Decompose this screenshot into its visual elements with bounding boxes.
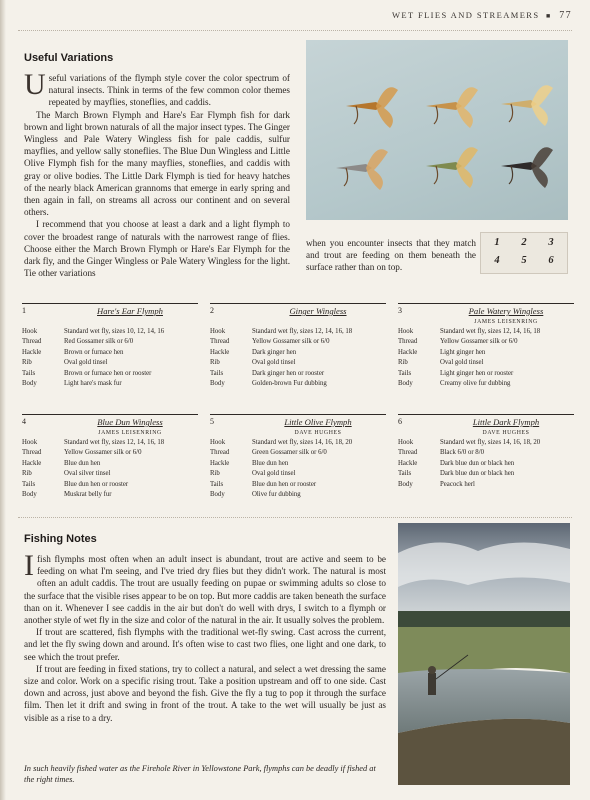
recipe-value: Light ginger hen or rooster — [440, 369, 514, 377]
recipe-row — [210, 369, 386, 379]
recipe-key: Hook — [22, 439, 38, 446]
recipe-key: Tails — [398, 369, 412, 377]
pattern-tier — [22, 317, 198, 327]
recipe-value: Blue dun hen or rooster — [252, 480, 317, 488]
pattern-rows — [22, 327, 198, 389]
section-rule — [18, 517, 572, 518]
recipe-row — [22, 438, 198, 448]
recipe-row — [22, 327, 198, 337]
recipe-row — [22, 448, 198, 458]
key-1: 1 — [494, 237, 500, 248]
recipe-row — [398, 379, 574, 389]
recipe-value: Blue dun hen — [64, 459, 101, 467]
pattern-tier — [210, 317, 386, 327]
recipe-row — [22, 469, 198, 479]
recipe-value: Oval gold tinsel — [440, 359, 484, 367]
recipe-value: Brown or furnace hen — [64, 348, 124, 356]
recipe-key: Thread — [398, 449, 418, 457]
recipe-value: Standard wet fly, sizes 12, 14, 16, 18 — [252, 328, 353, 335]
recipe-value: Dark blue dun or black hen — [440, 470, 515, 478]
key-3: 3 — [548, 237, 554, 248]
recipe-row — [210, 337, 386, 347]
recipe-value: Standard wet fly, sizes 12, 14, 16, 18 — [64, 439, 165, 446]
recipe-key: Tails — [22, 480, 36, 488]
recipe-value: Oval gold tinsel — [252, 470, 296, 478]
recipe-value: Dark ginger hen — [252, 348, 297, 356]
photo-key-grid — [480, 232, 568, 274]
running-title: WET FLIES AND STREAMERS — [391, 10, 540, 20]
recipe-key: Tails — [398, 470, 412, 478]
six-flies-illustration — [306, 40, 568, 220]
recipe-key: Hook — [210, 328, 226, 335]
useful-paragraph-2: The March Brown Flymph and Hare's Ear Flymph fish for dark brown and light brown naturals of all the major insect types. The Ginger Wingless and Pale Watery Wingless fish for pale caddis, sulfur mayflies, and yellow sally stoneflies. The Blue Dun Wingless and Little Olive Flymph fish for the many mayflies, stoneflies, and caddis with gray or olive bodies. The Little Dark Flymph is tied for heavy hatches of the nearly black American grannoms that emerge in early spring and then again in fall, on streams all across our continent and on several others. — [24, 109, 290, 218]
recipe-row — [22, 358, 198, 368]
pattern-rows — [398, 438, 574, 490]
recipe-row — [22, 337, 198, 347]
firehole-river-illustration — [398, 523, 570, 785]
recipe-row — [398, 469, 574, 479]
recipe-row — [210, 327, 386, 337]
recipe-key: Body — [22, 491, 37, 499]
river-photo — [398, 523, 570, 785]
recipe-value: Golden-brown Fur dubbing — [252, 380, 327, 388]
recipe-row — [210, 438, 386, 448]
recipe-key: Thread — [398, 338, 418, 346]
recipe-key: Tails — [210, 480, 224, 488]
key-4: 4 — [494, 255, 500, 266]
pattern-name: Little Dark Flymph — [472, 417, 540, 427]
near-bank — [398, 719, 570, 785]
recipe-key: Thread — [22, 449, 42, 457]
recipe-key: Hackle — [210, 459, 230, 467]
key-5: 5 — [521, 255, 527, 266]
key-6: 6 — [548, 255, 554, 266]
recipe-value: Oval gold tinsel — [252, 359, 296, 367]
fly-5 — [426, 147, 478, 188]
pattern-rows — [22, 438, 198, 500]
recipe-row — [210, 469, 386, 479]
dropcap-i: I — [24, 549, 34, 582]
recipe-value: Creamy olive fur dubbing — [440, 380, 511, 388]
recipe-value: Green Gossamer silk or 6/0 — [252, 449, 327, 457]
pattern-name: Blue Dun Wingless — [97, 417, 163, 427]
useful-variations-text — [24, 68, 290, 279]
pattern-tier: DAVE HUGHES — [482, 430, 530, 436]
pattern-number: 2 — [210, 306, 214, 315]
recipe-value: Standard wet fly, sizes 14, 16, 18, 20 — [440, 439, 541, 446]
pattern-5 — [210, 414, 386, 500]
recipe-row — [22, 379, 198, 389]
recipe-value: Red Gossamer silk or 6/0 — [64, 338, 134, 346]
recipe-value: Standard wet fly, sizes 12, 14, 16, 18 — [440, 328, 541, 335]
recipe-key: Rib — [22, 470, 32, 478]
recipe-key: Body — [398, 380, 413, 388]
recipe-row — [22, 459, 198, 469]
recipe-value: Peacock herl — [440, 480, 475, 488]
pattern-number: 1 — [22, 306, 26, 315]
recipe-value: Light ginger hen — [440, 348, 486, 356]
pattern-number: 4 — [22, 417, 26, 426]
recipe-value: Olive fur dubbing — [252, 491, 301, 499]
recipe-row — [398, 459, 574, 469]
recipe-key: Tails — [22, 369, 36, 377]
recipe-key: Thread — [210, 338, 230, 346]
fly-3 — [501, 85, 553, 126]
header-rule — [18, 30, 572, 31]
pattern-rows — [398, 327, 574, 389]
recipe-value: Blue dun hen — [252, 459, 289, 467]
recipe-key: Body — [210, 491, 225, 499]
recipe-row — [22, 369, 198, 379]
recipe-value: Blue dun hen or rooster — [64, 480, 129, 488]
recipe-value: Dark ginger hen or rooster — [252, 369, 325, 377]
recipe-key: Thread — [210, 449, 230, 457]
recipe-row — [398, 480, 574, 490]
pattern-rows — [210, 327, 386, 389]
recipe-row — [22, 480, 198, 490]
fly-2 — [426, 87, 478, 128]
pattern-tier: JAMES LEISENRING — [474, 319, 538, 325]
recipe-value: Brown or furnace hen or rooster — [64, 369, 152, 377]
pattern-name: Pale Watery Wingless — [468, 306, 544, 316]
recipe-row — [210, 490, 386, 500]
photo-caption: In such heavily fished water as the Firehole River in Yellowstone Park, flymphs can be deadly if fished at the right times. — [24, 764, 376, 784]
recipe-row — [210, 358, 386, 368]
recipe-row — [22, 348, 198, 358]
recipe-row — [398, 348, 574, 358]
pattern-4 — [22, 414, 198, 500]
recipe-value: Standard wet fly, sizes 14, 16, 18, 20 — [252, 439, 353, 446]
recipe-key: Rib — [398, 359, 408, 367]
fishing-paragraph-1: fish flymphs most often when an adult insect is abundant, trout are active and seem to be feeding on what I'm seeing, and I've tried dry flies but they didn't work. The natural is most often an adult caddis. The trout are usually feeding on pupae or swimming adults so close to the surface that the visible rises appear to be on top. But more caddis are taken beneath the surface than on it. Whenever I see caddis in the air but don't do well with drys, I switch to a flymph or another style of wet fly in the size and color of the natural in the air. It usually solves the problem. — [24, 554, 387, 626]
useful-paragraph-3: I recommend that you choose at least a dark and a light flymph to cover the broadest range of naturals with the narrowest range of flies. Choose either the March Brown Flymph or Hare's Ear Flymph for the dark fly, and the Ginger Wingless or Pale Watery Wingless for the light. Tie other variations — [24, 219, 290, 279]
fishing-notes-text — [24, 549, 387, 724]
recipe-value: Light hare's mask fur — [64, 380, 122, 388]
fishing-notes-heading: Fishing Notes — [24, 533, 97, 545]
page-number: 77 — [559, 10, 572, 21]
recipe-value: Standard wet fly, sizes 10, 12, 14, 16 — [64, 328, 165, 335]
recipe-key: Tails — [210, 369, 224, 377]
recipe-key: Hackle — [398, 459, 418, 467]
recipe-row — [398, 438, 574, 448]
fly-6 — [501, 147, 553, 188]
recipe-row — [398, 448, 574, 458]
recipe-key: Thread — [22, 338, 42, 346]
fishing-paragraph-2: If trout are scattered, fish flymphs with the traditional wet-fly swing. Cast across the current, and let the fly swing down and around. It's often wise to cast two flies, one light and one dark, to see which the trout prefer. — [24, 627, 386, 662]
pattern-3 — [398, 303, 574, 389]
recipe-value: Muskrat belly fur — [64, 491, 112, 499]
far-bank — [398, 627, 570, 676]
recipe-row — [210, 480, 386, 490]
pattern-number: 3 — [398, 306, 402, 315]
recipe-row — [210, 459, 386, 469]
fishing-paragraph-3: If trout are feeding in fixed stations, try to collect a natural, and select a wet dressing the same size and color. Work on a specific rising trout. Take a position upstream and off to one side. Cast down and across, just above and beyond the fish. Give the fly a tug to pop it through the surface film. Then let it drift and swing in front of the trout. A take to the wet will usually be just as visible as a rise to a dry. — [24, 663, 386, 723]
recipe-key: Rib — [22, 359, 32, 367]
recipe-key: Body — [210, 380, 225, 388]
far-treeline — [398, 611, 570, 627]
header-separator: ■ — [546, 12, 552, 20]
recipe-key: Hackle — [22, 459, 42, 467]
recipe-row — [210, 348, 386, 358]
recipe-row — [398, 358, 574, 368]
useful-paragraph-3-cont: when you encounter insects that they match and trout are feeding on them beneath the surface rather than on top. — [306, 238, 476, 273]
recipe-value: Yellow Gossamer silk or 6/0 — [64, 449, 142, 457]
key-2: 2 — [521, 237, 527, 248]
pattern-1 — [22, 303, 198, 389]
recipe-key: Rib — [210, 359, 220, 367]
flies-photo — [306, 40, 568, 220]
recipe-key: Body — [22, 380, 37, 388]
recipe-value: Oval gold tinsel — [64, 359, 108, 367]
recipe-key: Body — [398, 480, 413, 488]
pattern-2 — [210, 303, 386, 389]
recipe-key: Hook — [398, 328, 414, 335]
pattern-name: Ginger Wingless — [289, 306, 347, 316]
fly-1 — [346, 87, 398, 128]
recipe-value: Oval silver tinsel — [64, 470, 111, 478]
pattern-name: Little Olive Flymph — [284, 417, 352, 427]
page-edge-shadow — [0, 0, 6, 800]
recipe-value: Black 6/0 or 8/0 — [440, 449, 484, 457]
recipe-row — [398, 369, 574, 379]
pattern-number: 5 — [210, 417, 214, 426]
pattern-6 — [398, 414, 574, 490]
recipe-key: Hackle — [22, 348, 42, 356]
recipe-key: Hook — [22, 328, 38, 335]
recipe-key: Hook — [210, 439, 226, 446]
pattern-tier: JAMES LEISENRING — [98, 430, 162, 436]
recipe-value: Dark blue dun or black hen — [440, 459, 515, 467]
recipe-key: Hackle — [398, 348, 418, 356]
recipe-row — [398, 337, 574, 347]
recipe-key: Hackle — [210, 348, 230, 356]
recipe-row — [22, 490, 198, 500]
fly-4 — [336, 149, 388, 190]
recipe-value: Yellow Gossamer silk or 6/0 — [252, 338, 330, 346]
pattern-tier: DAVE HUGHES — [294, 430, 342, 436]
pattern-number: 6 — [398, 417, 402, 426]
useful-continued-text — [306, 237, 476, 274]
recipe-key: Rib — [210, 470, 220, 478]
useful-paragraph-1: seful variations of the flymph style cover the color spectrum of natural insects. Think in terms of the few common color themes repeated by mayflies, stoneflies, and caddis. — [48, 73, 290, 108]
recipe-row — [398, 327, 574, 337]
recipe-value: Yellow Gossamer silk or 6/0 — [440, 338, 518, 346]
recipe-row — [210, 448, 386, 458]
pattern-rows — [210, 438, 386, 500]
dropcap-u: U — [24, 68, 46, 101]
recipe-row — [210, 379, 386, 389]
useful-variations-heading: Useful Variations — [24, 52, 114, 64]
pattern-name: Hare's Ear Flymph — [97, 306, 163, 316]
running-header — [392, 10, 572, 21]
recipe-key: Hook — [398, 439, 414, 446]
